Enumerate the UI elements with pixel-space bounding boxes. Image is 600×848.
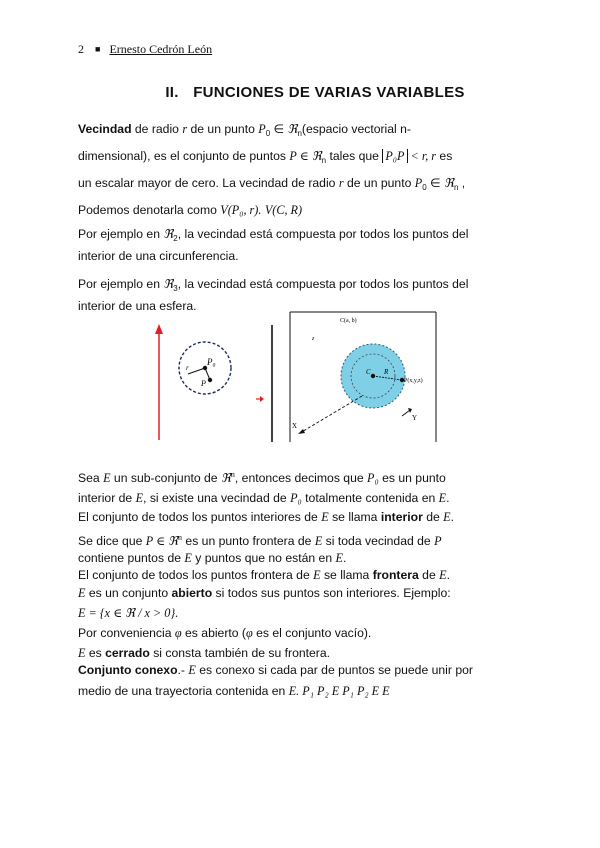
def-line-6: El conjunto de todos los puntos frontera de E se llama frontera de E. — [78, 568, 450, 583]
def-line-9: Por conveniencia φ es abierto (φ es el conjunto vacío). — [78, 626, 372, 641]
label-center: C — [366, 368, 371, 376]
conexo-line-1: Conjunto conexo.- E es conexo si cada par de puntos se puede unir por — [78, 663, 473, 677]
vecindad-line-1: Vecindad de radio r de un punto $P_0$ ∈ ℜ$_n$(espacio vectorial n- — [78, 122, 411, 138]
definitions-block — [78, 465, 542, 664]
label-p0: P₀ — [207, 357, 216, 367]
label-p: P — [201, 379, 206, 388]
figures-area — [140, 310, 450, 445]
vecindad-line-2: dimensional), es el conjunto de puntos P ∈ ℜ$_n$ tales que P₀P < r, r es — [78, 149, 453, 165]
header-bullet: ■ — [95, 44, 101, 54]
norm-expression: P₀P — [382, 149, 407, 163]
def-line-7: E es un conjunto abierto si todos sus puntos son interiores. Ejemplo: — [78, 586, 451, 601]
conexo-line-2: medio de una trayectoria contenida en E. P₁ P₂ E P₁ P₂ E E — [78, 684, 390, 698]
section-title — [0, 84, 600, 101]
example-r2-paragraph: Por ejemplo en ℜ$_2$, la vecindad está compuesta por todos los puntos del interior de una circunferencia. — [78, 227, 469, 263]
label-point: P(x,y,z) — [404, 378, 423, 384]
label-x: X — [292, 422, 298, 430]
circle-neighbourhood-figure — [179, 342, 231, 394]
label-c-ab: C(a, b) — [340, 318, 357, 324]
def-line-2: interior de E, si existe una vecindad de P₀ totalmente contenida en E. — [78, 490, 450, 505]
section-title-text: FUNCIONES DE VARIAS VARIABLES — [193, 84, 465, 101]
def-line-8: E = {x ∈ ℜ / x > 0}. — [78, 606, 179, 621]
vecindad-line-4: Podemos denotarla como V(P₀, r). V(C, R) — [78, 203, 303, 217]
author-name: Ernesto Cedrón León — [109, 42, 213, 56]
def-line-1: Sea E un sub-conjunto de ℜ$^n$, entonces decimos que P₀ es un punto — [78, 470, 446, 485]
conexo-paragraph — [78, 660, 542, 702]
def-line-10: E es cerrado si consta también de su frontera. — [78, 645, 331, 660]
vecindad-term: Vecindad — [78, 122, 132, 136]
red-arrow-small — [256, 396, 264, 402]
label-y: Y — [412, 414, 418, 422]
vecindad-paragraph — [78, 118, 542, 221]
running-header — [78, 42, 212, 57]
section-number: II. — [165, 84, 179, 101]
page-number: 2 — [78, 42, 84, 56]
def-line-3: El conjunto de todos los puntos interiores de E se llama interior de E. — [78, 510, 455, 525]
conexo-term: Conjunto conexo — [78, 663, 178, 677]
vecindad-line-3: un escalar mayor de cero. La vecindad de radio r de un punto $P_0$ ∈ ℜ$_n$ , — [78, 176, 466, 192]
sphere-figure — [272, 312, 436, 442]
example-r3-paragraph: Por ejemplo en ℜ$_3$, la vecindad está compuesta por todos los puntos del interior de una esfera. — [78, 277, 469, 313]
def-line-4: Se dice que P ∈ ℜ$^n$ es un punto frontera de E si toda vecindad de P — [78, 532, 442, 548]
label-r-2d: r — [186, 364, 189, 372]
label-radius: R — [384, 368, 389, 376]
def-line-5: contiene puntos de E y puntos que no están en E. — [78, 551, 347, 566]
label-z: z — [312, 336, 315, 342]
red-axis-arrow — [155, 324, 163, 440]
